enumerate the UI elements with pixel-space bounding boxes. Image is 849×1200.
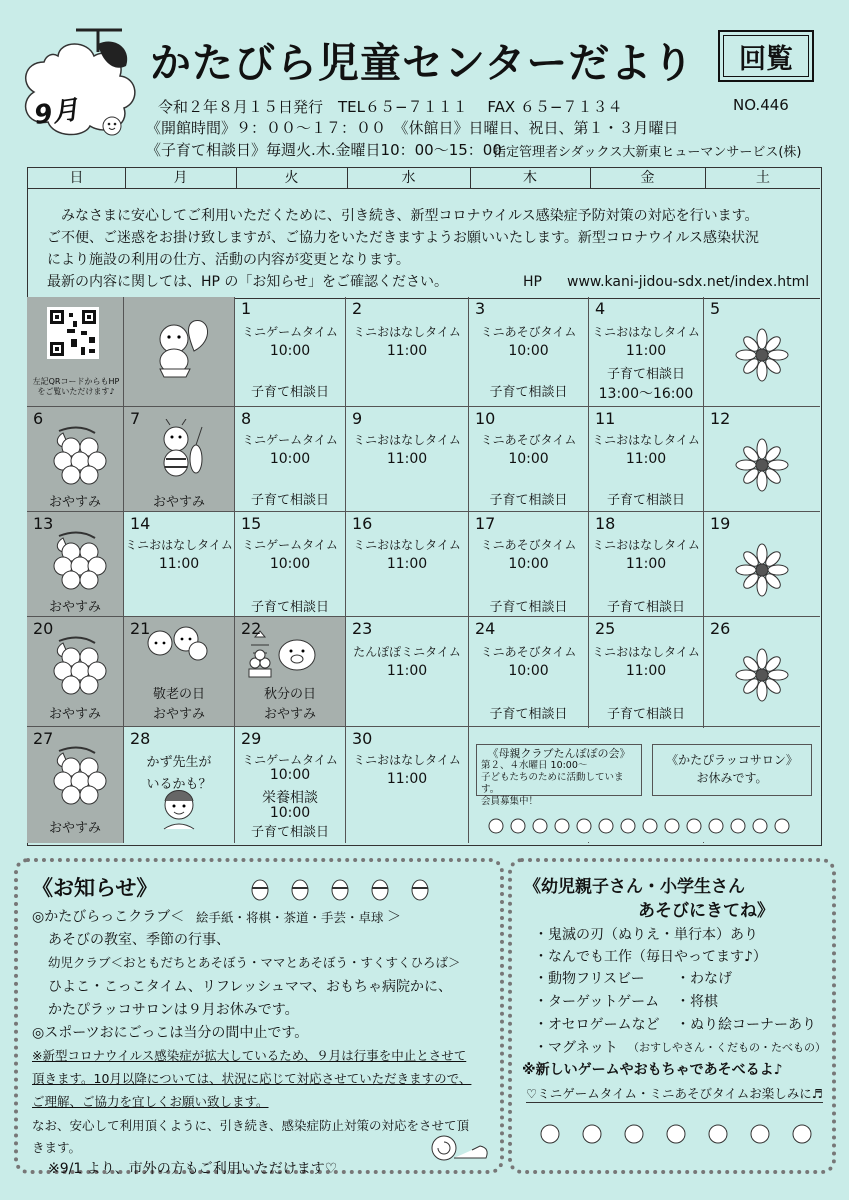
intro-notice <box>27 188 820 299</box>
calendar-event: 11:00 <box>625 663 667 679</box>
day-number: 22 <box>241 619 262 638</box>
notice-line-1b: 絵手紙・将棋・茶道・手芸・卓球 <box>196 910 384 925</box>
calendar-event: 子育て相談日 <box>489 493 568 508</box>
calendar-event: ミニおはなしタイム <box>592 538 700 552</box>
play-title-1: 《幼児親子さん・小学生さん <box>524 877 745 897</box>
calendar-event: ミニあそびタイム <box>480 645 577 659</box>
flower-icon <box>732 645 792 709</box>
calendar-event: 10:00 <box>269 343 311 359</box>
calendar-day-cell <box>27 297 124 407</box>
weekday-wed: 水 <box>347 168 471 188</box>
bees-decoration <box>240 874 460 904</box>
day-number: 14 <box>130 514 151 533</box>
qr-icon <box>47 307 99 363</box>
play-new-toys: ※新しいゲームやおもちゃであそべるよ♪ <box>522 1062 783 1078</box>
calendar-event: 10:00 <box>269 451 311 467</box>
day-number: 7 <box>130 409 141 428</box>
day-number: 13 <box>33 514 54 533</box>
calendar-event: おやすみ <box>152 707 205 722</box>
play-item-3b: ・わなげ <box>676 971 732 987</box>
notice-line-11: きます。 <box>32 1140 82 1155</box>
calendar-event: たんぽぽミニタイム <box>353 645 461 659</box>
calendar-day-cell <box>235 297 346 407</box>
mothers-club-text: 子どもたちのために活動しています。 <box>481 772 624 795</box>
day-number: 6 <box>33 409 44 428</box>
calendar-event: 11:00 <box>386 771 428 787</box>
calendar-event: 11:00 <box>625 343 667 359</box>
day-number: 12 <box>710 409 731 428</box>
mothers-club-box <box>476 744 642 807</box>
manager-info: 指定管理者シダックス大新東ヒューマンサービス(株) <box>493 145 802 160</box>
grape-icon <box>49 743 109 811</box>
issue-number: NO.446 <box>733 96 789 114</box>
qr-caption: 左記QRコードからもHPをご覧いただけます♪ <box>32 377 120 396</box>
calendar-event: いるかも？ <box>146 777 212 792</box>
kairan-stamp: 回覧 <box>718 30 814 82</box>
calendar-day-cell <box>124 727 235 843</box>
issue-info: 令和２年８月１５日発行 TEL６５−７１１１ FAX ６５−７１３４ <box>158 98 623 116</box>
day-number: 20 <box>33 619 54 638</box>
day-number: 21 <box>130 619 151 638</box>
day-number: 25 <box>595 619 616 638</box>
calendar-event: 敬老の日 <box>152 687 205 702</box>
calendar-day-cell <box>469 297 589 407</box>
calendar-event: ミニあそびタイム <box>480 325 577 339</box>
bugs-decoration <box>520 1108 820 1158</box>
calendar-day-cell <box>704 617 820 727</box>
day-number: 26 <box>710 619 731 638</box>
calendar-day-cell <box>589 297 704 407</box>
day-number: 15 <box>241 514 262 533</box>
calendar-event: 子育て相談日 <box>606 707 685 722</box>
play-title-2: あそびにきてね》 <box>638 901 774 921</box>
calendar-day-cell <box>27 617 124 727</box>
calendar-day-cell <box>469 407 589 512</box>
salon-text: お休みです。 <box>696 771 768 785</box>
notice-line-8: 頂きます。10月以降については、状況に応じて対応させていただきますので、 <box>32 1071 472 1086</box>
notice-line-5: かたぴラッコサロンは９月お休みです。 <box>48 1002 299 1018</box>
notice-line-1a: ◎かたびらっこクラブ＜ <box>32 909 185 925</box>
calendar-event: 11:00 <box>386 556 428 572</box>
calendar-event: 10:00 <box>508 451 549 467</box>
day-number: 9 <box>352 409 363 428</box>
notice-line-2: あそびの教室、季節の行事、 <box>48 932 230 948</box>
calendar-day-cell <box>346 617 469 727</box>
play-item-3a: ・動物フリスビー <box>534 971 645 987</box>
calendar-day-cell <box>124 512 235 617</box>
mothers-club-text: 《母親クラブたんぽぽの会》 <box>487 747 631 760</box>
calendar-event: 10:00 <box>508 556 549 572</box>
calendar-event: ミニあそびタイム <box>480 538 577 552</box>
snail-icon <box>424 1124 494 1164</box>
notice-line-6: ◎スポーツおにごっこは当分の間中止です。 <box>32 1025 309 1041</box>
calendar-day-cell <box>235 727 346 843</box>
play-item-4a: ・ターゲットゲーム <box>534 994 660 1010</box>
notice-line-3: 幼児クラブ＜おともだちとあそぼう・ママとあそぼう・すくすくひろば＞ <box>48 955 461 970</box>
mothers-club-text: 会員募集中！ <box>481 796 539 807</box>
calendar-day-cell <box>235 512 346 617</box>
play-item-4b: ・将棋 <box>676 994 718 1010</box>
day-number: 24 <box>475 619 496 638</box>
calendar-event: ミニゲームタイム <box>242 753 338 767</box>
salon-box <box>652 744 812 796</box>
notice-title: 《お知らせ》 <box>32 876 158 900</box>
day-number: 2 <box>352 299 363 318</box>
calendar-day-cell <box>589 407 704 512</box>
intro-line-2: ご不便、ご迷惑をお掛け致しますが、ご協力をいただきますようお願いいたします。新型コロナウイルス感染状況 <box>47 230 760 246</box>
play-item-6-detail: （おすしやさん・くだもの・たべもの） <box>628 1041 826 1054</box>
characters-decoration <box>486 808 806 842</box>
calendar-day-cell <box>27 407 124 512</box>
play-item-1: ・鬼滅の刃（ぬりえ・単行本）あり <box>534 927 758 943</box>
calendar-event: 11:00 <box>625 451 667 467</box>
calendar-event: ミニおはなしタイム <box>592 645 700 659</box>
notice-line-10: なお、安心して利用頂くように、引き続き、感染症防止対策の対応をさせて頂 <box>32 1118 470 1133</box>
weekday-mon: 月 <box>125 168 237 188</box>
day-number: 10 <box>475 409 496 428</box>
intro-line-4: 最新の内容に関しては、HP の「お知らせ」をご確認ください。 <box>47 274 448 290</box>
calendar-event: ミニおはなしタイム <box>592 325 700 339</box>
calendar-event: ミニおはなしタイム <box>353 325 461 339</box>
grape-icon <box>49 528 109 596</box>
calendar-event: おやすみ <box>48 821 101 836</box>
calendar-event: おやすみ <box>48 600 101 615</box>
notice-line-12: ※9/1 より、市外の方もご利用いただけます♡ <box>48 1161 338 1177</box>
calendar-event: 子育て相談日 <box>606 367 685 382</box>
day-number: 17 <box>475 514 496 533</box>
calendar-day-cell <box>235 407 346 512</box>
salon-text: 《かたぴラッコサロン》 <box>666 753 798 767</box>
calendar-day-cell <box>704 407 820 512</box>
day-number: 27 <box>33 729 54 748</box>
weekday-fri: 金 <box>590 168 706 188</box>
calendar-day-cell <box>124 297 235 407</box>
calendar-event: 10:00 <box>269 556 311 572</box>
calendar-event: ミニおはなしタイム <box>125 538 233 552</box>
calendar-event: 子育て相談日 <box>250 385 329 400</box>
weekday-thu: 木 <box>470 168 591 188</box>
calendar-event: ミニおはなしタイム <box>353 433 461 447</box>
hp-url[interactable]: www.kani-jidou-sdx.net/index.html <box>567 274 810 290</box>
calendar-event: ミニおはなしタイム <box>353 538 461 552</box>
day-number: 5 <box>710 299 721 318</box>
weekday-tue: 火 <box>236 168 348 188</box>
squirrel-icon <box>144 311 214 385</box>
notice-line-1c: ＞ <box>387 909 401 925</box>
calendar-event: 10:00 <box>508 343 549 359</box>
calendar-day-cell <box>124 407 235 512</box>
weekday-sun: 日 <box>28 168 126 188</box>
calendar-event: 子育て相談日 <box>489 707 568 722</box>
notice-line-9: ご理解、ご協力を宜しくお願い致します。 <box>32 1094 269 1109</box>
calendar-day-cell <box>346 407 469 512</box>
grape-icon <box>49 423 109 491</box>
day-number: 18 <box>595 514 616 533</box>
calendar-event: 11:00 <box>386 343 428 359</box>
calendar-event: おやすみ <box>263 707 316 722</box>
calendar-event: かず先生が <box>146 755 212 770</box>
calendar-day-cell <box>469 512 589 617</box>
page-title: かたびら児童センターだより <box>150 39 695 87</box>
calendar-event: ミニおはなしタイム <box>592 433 700 447</box>
play-item-5b: ・ぬり絵コーナーあり <box>676 1017 816 1033</box>
calendar-event: 11:00 <box>386 451 428 467</box>
calendar-event: ミニおはなしタイム <box>353 753 461 767</box>
flower-icon <box>732 435 792 499</box>
calendar-event: 秋分の日 <box>263 687 316 702</box>
grape-icon <box>49 633 109 701</box>
consultation-days: 《子育て相談日》毎週火.木.金曜日10：00～15：00 <box>146 141 502 159</box>
calendar-event: ミニゲームタイム <box>242 433 338 447</box>
day-number: 16 <box>352 514 373 533</box>
calendar-day-cell <box>589 617 704 727</box>
calendar-event: 子育て相談日 <box>250 825 329 840</box>
intro-line-1: みなさまに安心してご利用いただくために、引き続き、新型コロナウイルス感染症予防対策の対応を行います。 <box>47 208 759 224</box>
calendar-day-cell <box>235 617 346 727</box>
calendar-day-cell <box>27 727 124 843</box>
calendar-event: 13:00～16:00 <box>598 386 694 402</box>
bee-icon <box>150 419 210 483</box>
day-number: 19 <box>710 514 731 533</box>
calendar-day-cell <box>589 512 704 617</box>
calendar-day-cell <box>124 617 235 727</box>
play-enjoy: ♡ミニゲームタイム・ミニあそびタイムお楽しみに♬ <box>526 1086 823 1101</box>
calendar-day-cell <box>469 617 589 727</box>
calendar-day-cell <box>346 727 469 843</box>
mothers-club-text: 第２、４水曜日 10:00～ <box>481 760 588 771</box>
calendar-event: 子育て相談日 <box>250 493 329 508</box>
calendar-event: ミニゲームタイム <box>242 325 338 339</box>
play-item-2: ・なんでも工作（毎日やってます♪） <box>534 949 767 965</box>
calendar-day-cell <box>704 297 820 407</box>
notice-line-7: ※新型コロナウイルス感染症が拡大しているため、９月は行事を中止とさせて <box>32 1048 467 1063</box>
calendar-event: 10:00 <box>269 805 311 821</box>
calendar-event: 子育て相談日 <box>489 385 568 400</box>
calendar-day-cell <box>27 512 124 617</box>
kids-icon <box>142 623 212 677</box>
day-number: 29 <box>241 729 262 748</box>
calendar-event: おやすみ <box>152 495 205 510</box>
day-number: 3 <box>475 299 486 318</box>
play-item-6: ・マグネット <box>534 1040 618 1056</box>
weekday-sat: 土 <box>756 170 770 186</box>
day-number: 30 <box>352 729 373 748</box>
calendar-event: ミニゲームタイム <box>242 538 338 552</box>
day-number: 4 <box>595 299 606 318</box>
month-label: 9月 <box>32 95 81 131</box>
day-number: 28 <box>130 729 151 748</box>
calendar-event: 子育て相談日 <box>606 493 685 508</box>
calendar-event: 11:00 <box>386 663 428 679</box>
flower-icon <box>732 325 792 389</box>
calendar-day-cell <box>346 512 469 617</box>
calendar-event: 11:00 <box>158 556 200 572</box>
calendar-event: ミニあそびタイム <box>480 433 577 447</box>
play-item-5a: ・オセロゲームなど <box>534 1017 660 1033</box>
day-number: 23 <box>352 619 373 638</box>
intro-line-3: により施設の利用の仕方、活動の内容が変更となります。 <box>47 252 410 268</box>
hp-label: HP <box>523 274 542 290</box>
calendar-event: 子育て相談日 <box>606 600 685 615</box>
opening-hours: 《開館時間》９：００～１７：００ 《休館日》日曜日、祝日、第１・３月曜日 <box>146 119 679 137</box>
calendar-event: 子育て相談日 <box>250 600 329 615</box>
day-number: 11 <box>595 409 616 428</box>
teacher-icon <box>154 785 204 835</box>
day-number: 8 <box>241 409 252 428</box>
notice-line-4: ひよこ・こっこタイム、リフレッシュママ、おもちゃ病院かに、 <box>48 979 453 995</box>
calendar-day-cell <box>346 297 469 407</box>
calendar-event: 子育て相談日 <box>489 600 568 615</box>
calendar-day-cell <box>704 512 820 617</box>
calendar-event: 10:00 <box>508 663 549 679</box>
flower-icon <box>732 540 792 604</box>
calendar-event: 栄養相談 <box>262 790 318 806</box>
calendar-event: おやすみ <box>48 707 101 722</box>
calendar-event: 11:00 <box>625 556 667 572</box>
day-number: 1 <box>241 299 252 318</box>
calendar-event: おやすみ <box>48 495 101 510</box>
calendar-event: 10:00 <box>269 767 311 783</box>
